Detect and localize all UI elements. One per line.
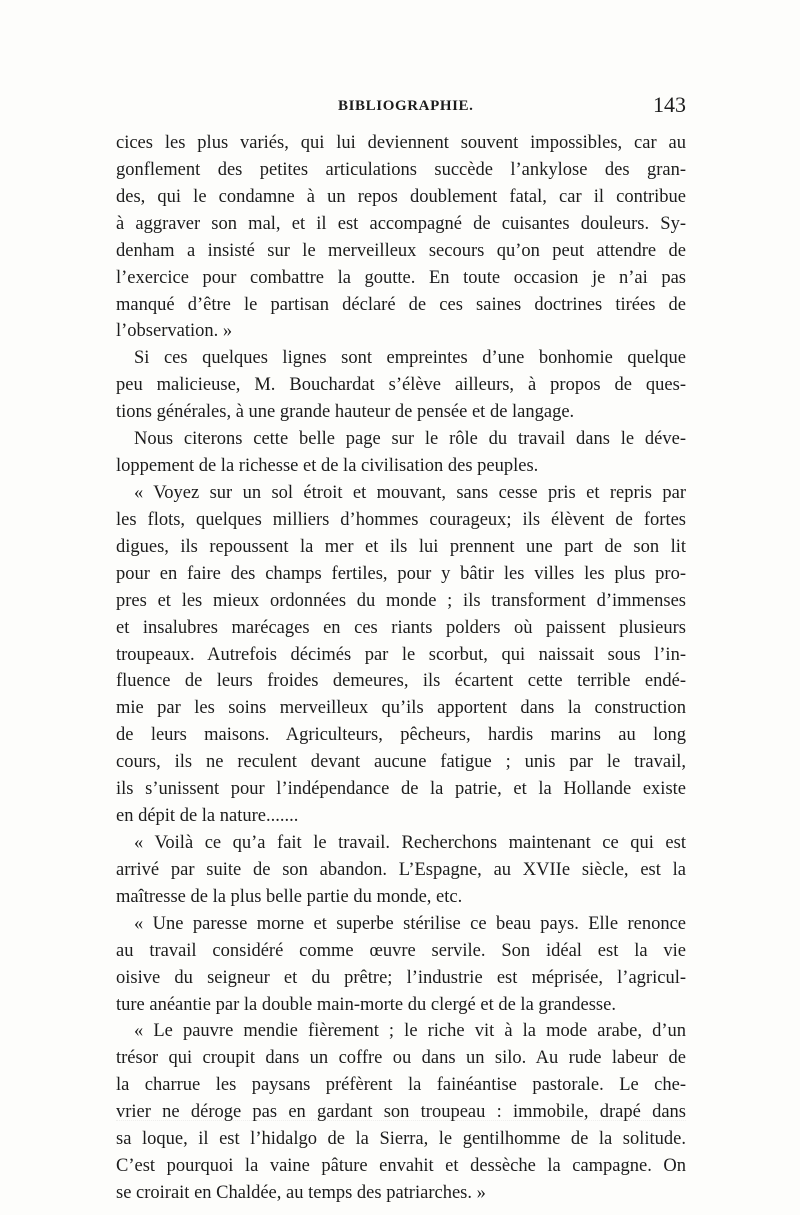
text-line: C’est pourquoi la vaine pâture envahit et dessèche la campagne. On: [116, 1156, 686, 1177]
text-line: maîtresse de la plus belle partie du monde, etc.: [116, 886, 463, 907]
text-line: denham a insisté sur le merveilleux secours qu’on peut attendre de: [116, 240, 686, 261]
text-line: et insalubres marécages en ces riants polders où paissent plusieurs: [116, 617, 686, 638]
text-line: fluence de leurs froides demeures, ils écartent cette terrible endé-: [116, 671, 686, 692]
text-line: au travail considéré comme œuvre servile. Son idéal est la vie: [116, 940, 686, 961]
text-line: de leurs maisons. Agriculteurs, pêcheurs, hardis marins au long: [116, 725, 686, 746]
text-line: oisive du seigneur et du prêtre; l’industrie est méprisée, l’agricul-: [116, 967, 686, 988]
quote-first-line: « Voyez sur un sol étroit et mouvant, sans cesse pris et repris par: [134, 482, 686, 503]
running-title: BIBLIOGRAPHIE.: [338, 98, 474, 114]
text-line: digues, ils repoussent la mer et ils lui prennent une part de son lit: [116, 536, 686, 557]
paragraph-first-line: Nous citerons cette belle page sur le rôle du travail dans le déve-: [134, 429, 686, 450]
paragraph-first-line: Si ces quelques lignes sont empreintes d’une bonhomie quelque: [134, 348, 686, 369]
text-line: à aggraver son mal, et il est accompagné de cuisantes douleurs. Sy-: [116, 213, 686, 234]
page-number: 143: [653, 92, 686, 117]
text-line: cices les plus variés, qui lui deviennent souvent impossibles, car au: [116, 133, 686, 153]
text-line: se croirait en Chaldée, au temps des patriarches. »: [116, 1182, 486, 1203]
body-text: [116, 130, 686, 1207]
text-line: cours, ils ne reculent devant aucune fatigue ; unis par le travail,: [116, 752, 686, 773]
text-line: vrier ne déroge pas en gardant son troupeau : immobile, drapé dans: [116, 1102, 686, 1123]
text-line: manqué d’être le partisan déclaré de ces saines doctrines tirées de: [116, 294, 686, 315]
text-line: en dépit de la nature.......: [116, 806, 299, 827]
text-line: l’observation. »: [116, 321, 233, 342]
text-line: la charrue les paysans préfèrent la fainéantise pastorale. Le che-: [116, 1075, 686, 1096]
text-line: des, qui le condamne à un repos doublement fatal, car il contribue: [116, 186, 686, 207]
quote-first-line: « Le pauvre mendie fièrement ; le riche vit à la mode arabe, d’un: [134, 1021, 686, 1042]
text-line: ture anéantie par la double main-morte du clergé et de la grandesse.: [116, 994, 616, 1015]
text-line: pres et les mieux ordonnées du monde ; ils transforment d’immenses: [116, 590, 686, 611]
text-line: les flots, quelques milliers d’hommes courageux; ils élèvent de fortes: [116, 509, 686, 530]
text-line: ils s’unissent pour l’indépendance de la patrie, et la Hollande existe: [116, 779, 686, 800]
text-line: arrivé par suite de son abandon. L’Espagne, au XVIIe siècle, est la: [116, 859, 686, 880]
quote-first-line: « Voilà ce qu’a fait le travail. Recherchons maintenant ce qui est: [134, 832, 686, 853]
text-line: peu malicieuse, M. Bouchardat s’élève ailleurs, à propos de ques-: [116, 375, 686, 396]
text-line: gonflement des petites articulations succède l’ankylose des gran-: [116, 159, 686, 180]
text-line: trésor qui croupit dans un coffre ou dans un silo. Au rude labeur de: [116, 1048, 686, 1069]
bleed-through-shadow: [116, 1120, 686, 1141]
text-line: sa loque, il est l’hidalgo de la Sierra, le gentilhomme de la solitude.: [116, 1129, 686, 1150]
text-line: troupeaux. Autrefois décimés par le scorbut, qui naissait sous l’in-: [116, 644, 686, 665]
text-line: mie par les soins merveilleux qu’ils apportent dans la construction: [116, 698, 686, 719]
running-head: [116, 92, 686, 122]
text-line: pour en faire des champs fertiles, pour y bâtir les villes les plus pro-: [116, 563, 686, 584]
text-line: loppement de la richesse et de la civilisation des peuples.: [116, 456, 539, 477]
quote-first-line: « Une paresse morne et superbe stérilise ce beau pays. Elle renonce: [134, 913, 686, 934]
text-line: l’exercice pour combattre la goutte. En toute occasion je n’ai pas: [116, 267, 686, 288]
text-line: tions générales, à une grande hauteur de pensée et de langage.: [116, 402, 575, 423]
